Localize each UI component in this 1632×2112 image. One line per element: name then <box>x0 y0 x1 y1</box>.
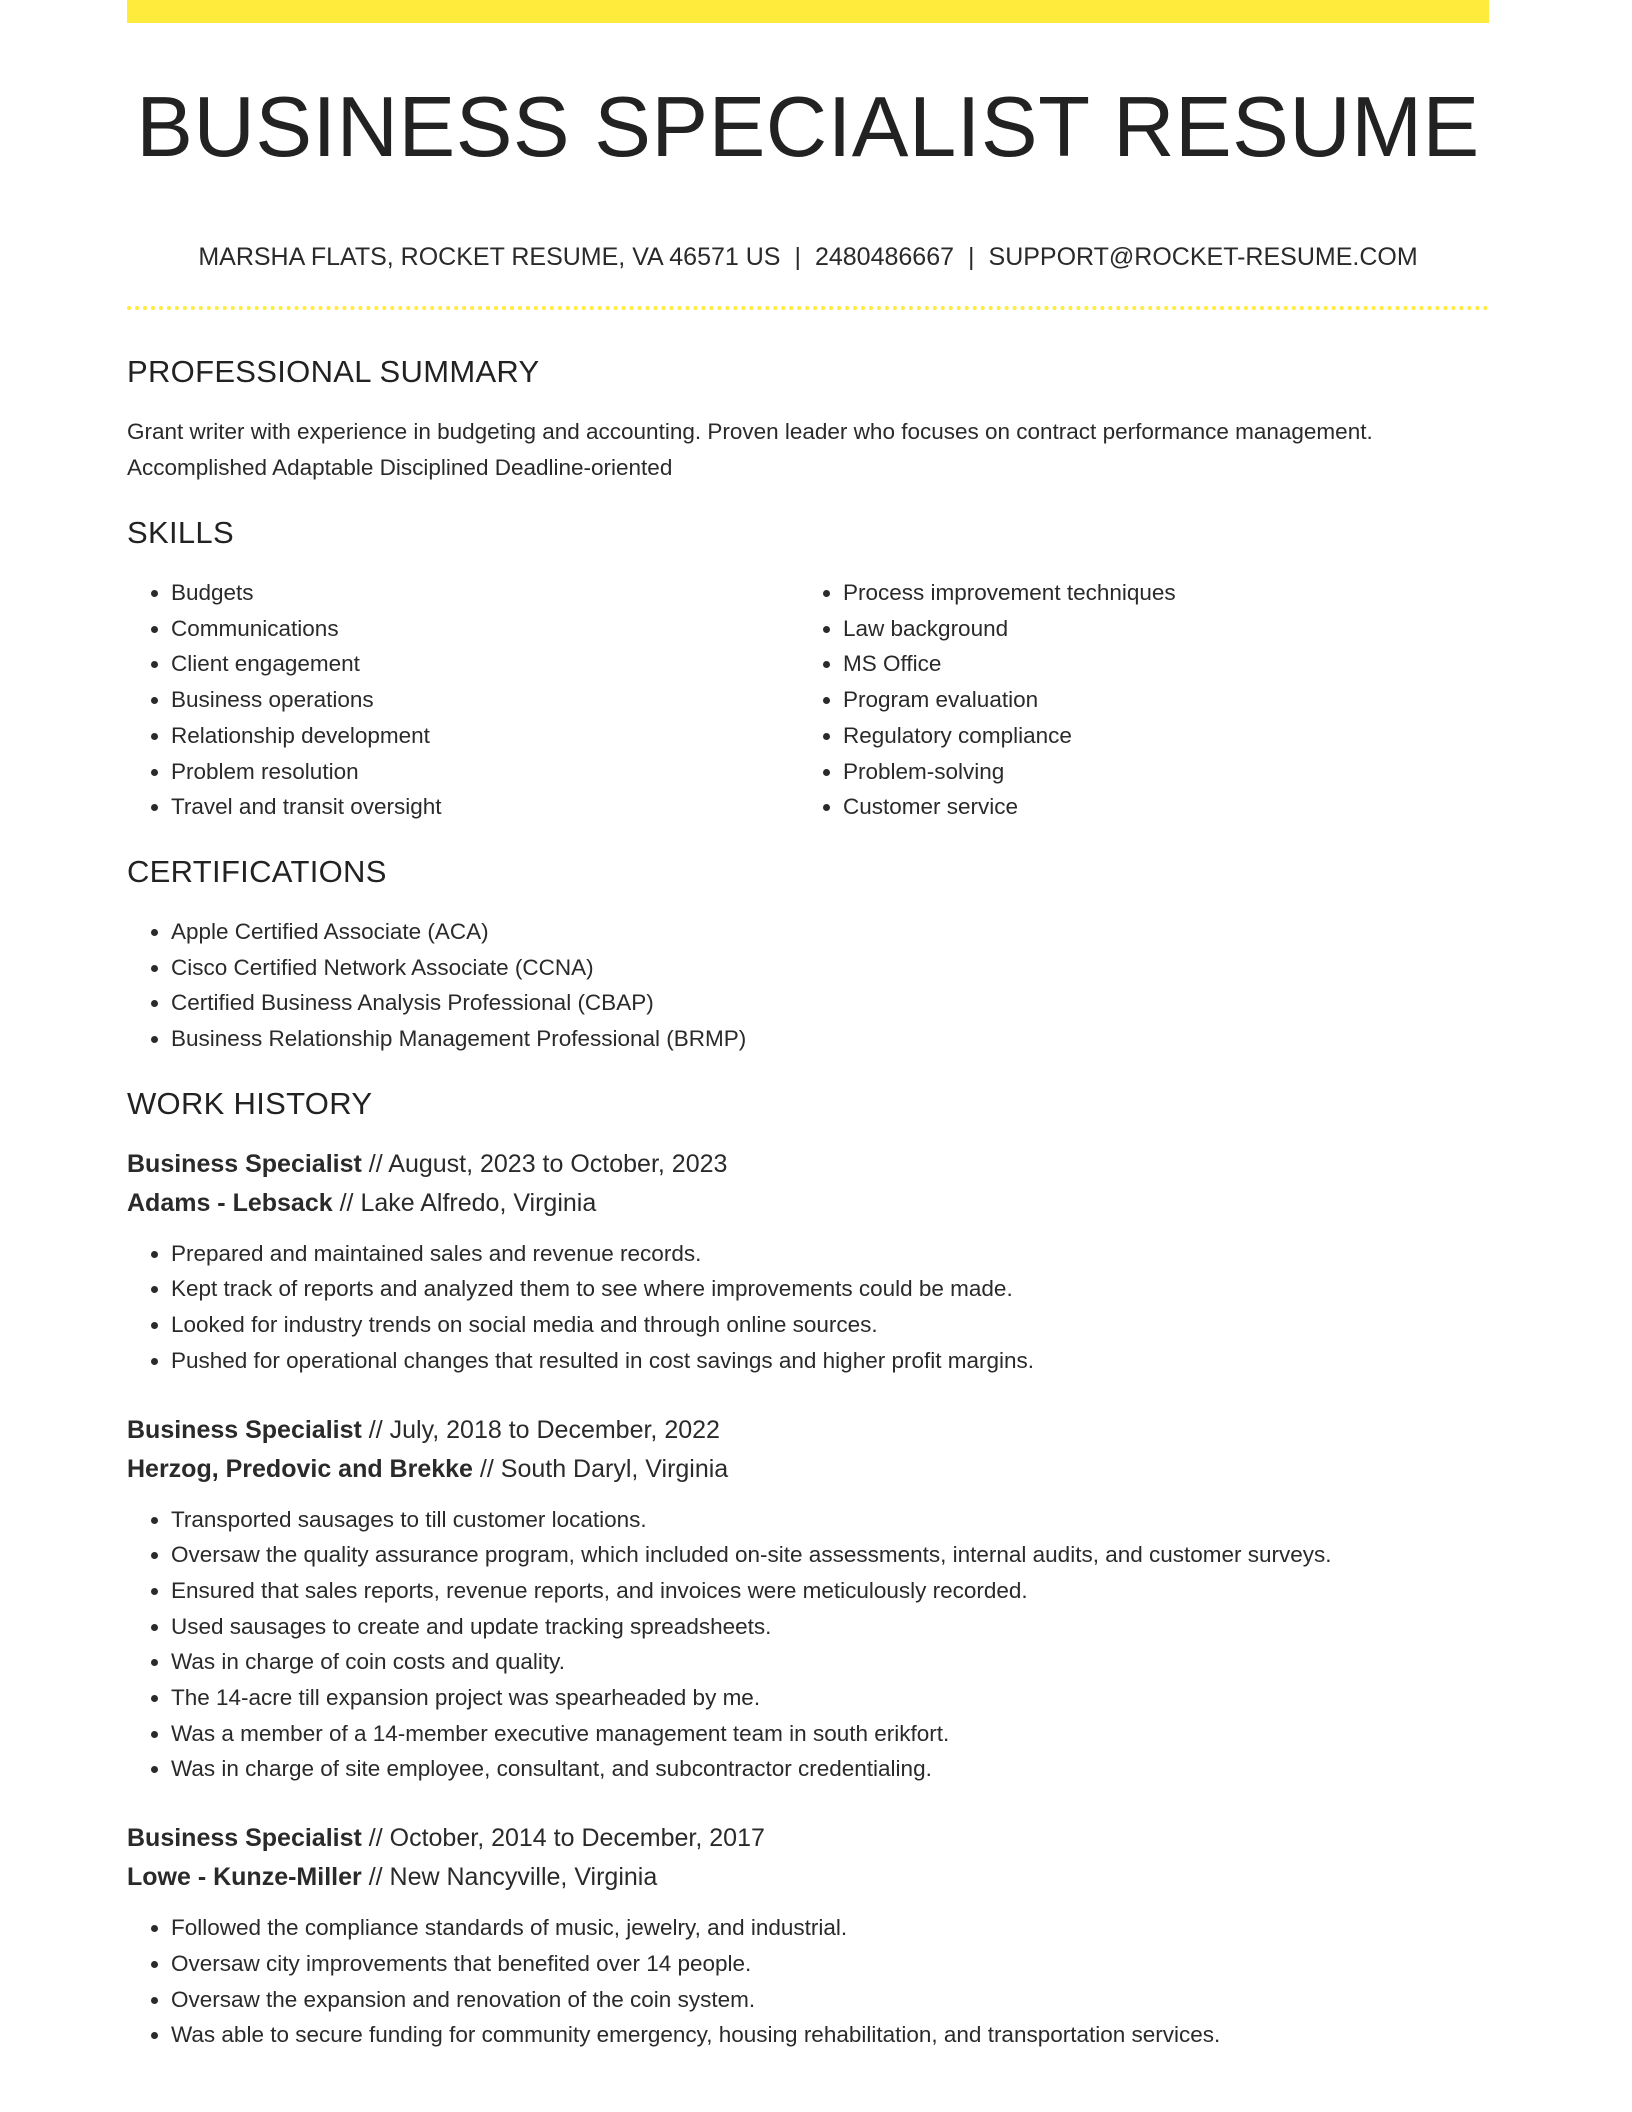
skills-section <box>127 515 1489 825</box>
contact-separator: | <box>794 243 801 271</box>
certification-item: • Business Relationship Management Professional (BRMP) <box>171 1021 1489 1057</box>
summary-heading: PROFESSIONAL SUMMARY <box>127 354 540 389</box>
job-company: Adams - Lebsack <box>127 1188 333 1217</box>
job-bullet: • Oversaw city improvements that benefited over 14 people. <box>171 1946 1489 1982</box>
job-dates: July, 2018 to December, 2022 <box>389 1415 720 1444</box>
job-location: New Nancyville, Virginia <box>389 1863 658 1892</box>
job-bullet: • Pushed for operational changes that resulted in cost savings and higher profit margins. <box>171 1343 1489 1379</box>
work-history-heading: WORK HISTORY <box>127 1085 373 1121</box>
job-title-line <box>127 1145 1489 1184</box>
job-dates: October, 2014 to December, 2017 <box>389 1824 765 1853</box>
job-bullet: • Was in charge of site employee, consultant, and subcontractor credentialing. <box>171 1751 1489 1787</box>
job-bullet: • Used sausages to create and update tracking spreadsheets. <box>171 1609 1489 1645</box>
job-bullets <box>127 1502 1489 1788</box>
skill-item: • Law background <box>843 611 1471 647</box>
certification-item: • Apple Certified Associate (ACA) <box>171 914 1489 950</box>
job-bullet: • Transported sausages to till customer locations. <box>171 1502 1489 1538</box>
skill-item: • MS Office <box>843 646 1471 682</box>
job-bullet: • Kept track of reports and analyzed them to see where improvements could be made. <box>171 1271 1489 1307</box>
summary-section <box>127 354 1489 486</box>
job-separator: // <box>368 1824 383 1853</box>
job-entry <box>127 1411 1489 1788</box>
job-bullet: • Was in charge of coin costs and quality. <box>171 1644 1489 1680</box>
job-location: South Daryl, Virginia <box>500 1454 729 1483</box>
address: MARSHA FLATS, ROCKET RESUME, VA 46571 US <box>198 243 781 271</box>
job-title: Business Specialist <box>127 1824 362 1853</box>
job-bullet: • Ensured that sales reports, revenue reports, and invoices were meticulously recorded. <box>171 1573 1489 1609</box>
job-company: Lowe - Kunze-Miller <box>127 1863 362 1892</box>
skill-item: • Business operations <box>171 682 799 718</box>
resume-page <box>127 0 1489 2053</box>
job-bullet: • Was a member of a 14-member executive management team in south erikfort. <box>171 1716 1489 1752</box>
contact-separator: | <box>968 243 975 271</box>
skills-heading: SKILLS <box>127 515 234 550</box>
contact-line <box>127 242 1489 272</box>
job-title-line <box>127 1411 1489 1450</box>
job-separator: // <box>479 1454 494 1483</box>
skills-column-left <box>127 575 799 825</box>
job-location: Lake Alfredo, Virginia <box>360 1188 597 1217</box>
certification-item: • Cisco Certified Network Associate (CCNA) <box>171 950 1489 986</box>
certifications-list <box>127 914 1489 1057</box>
job-separator: // <box>339 1188 354 1217</box>
skill-item: • Process improvement techniques <box>843 575 1471 611</box>
resume-title: BUSINESS SPECIALIST RESUME <box>136 80 1480 175</box>
skill-item: • Budgets <box>171 575 799 611</box>
accent-bar <box>127 0 1489 23</box>
job-bullets <box>127 1236 1489 1379</box>
job-company-line <box>127 1184 1489 1223</box>
job-separator: // <box>368 1863 383 1892</box>
phone: 2480486667 <box>814 243 955 271</box>
job-bullet: • The 14-acre till expansion project was spearheaded by me. <box>171 1680 1489 1716</box>
job-bullet: • Looked for industry trends on social media and through online sources. <box>171 1307 1489 1343</box>
skills-column-right <box>799 575 1471 825</box>
skill-item: • Communications <box>171 611 799 647</box>
skill-item: • Regulatory compliance <box>843 718 1471 754</box>
skill-item: • Problem-solving <box>843 754 1471 790</box>
job-title: Business Specialist <box>127 1415 362 1444</box>
skill-item: • Client engagement <box>171 646 799 682</box>
job-title: Business Specialist <box>127 1149 362 1178</box>
dotted-divider <box>127 306 1489 310</box>
job-bullet: • Prepared and maintained sales and revenue records. <box>171 1236 1489 1272</box>
job-entry <box>127 1819 1489 2053</box>
job-company: Herzog, Predovic and Brekke <box>127 1454 473 1483</box>
job-separator: // <box>368 1415 383 1444</box>
skill-item: • Program evaluation <box>843 682 1471 718</box>
skills-columns <box>127 575 1489 825</box>
job-dates: August, 2023 to October, 2023 <box>388 1149 728 1178</box>
skill-item: • Travel and transit oversight <box>171 789 799 825</box>
skill-item: • Relationship development <box>171 718 799 754</box>
job-entry <box>127 1145 1489 1379</box>
job-bullet: • Oversaw the expansion and renovation of the coin system. <box>171 1982 1489 2018</box>
job-bullet: • Was able to secure funding for community emergency, housing rehabilitation, and transportation services. <box>171 2017 1489 2053</box>
job-separator: // <box>368 1149 383 1178</box>
job-bullets <box>127 1910 1489 2053</box>
certifications-section <box>127 854 1489 1057</box>
job-title-line <box>127 1819 1489 1858</box>
skill-item: • Problem resolution <box>171 754 799 790</box>
work-history-section <box>127 1086 1489 2053</box>
skill-item: • Customer service <box>843 789 1471 825</box>
certifications-heading: CERTIFICATIONS <box>127 853 387 889</box>
job-bullet: • Oversaw the quality assurance program, which included on-site assessments, internal audits, and customer surveys. <box>171 1537 1489 1573</box>
summary-text: Grant writer with experience in budgeting and accounting. Proven leader who focuses on contract performance management. Accomplished Adaptable Disciplined Deadline-oriented <box>127 419 1373 480</box>
job-bullet: • Followed the compliance standards of music, jewelry, and industrial. <box>171 1910 1489 1946</box>
job-company-line <box>127 1450 1489 1489</box>
certification-item: • Certified Business Analysis Professional (CBAP) <box>171 985 1489 1021</box>
email: SUPPORT@ROCKET-RESUME.COM <box>988 243 1418 271</box>
job-company-line <box>127 1858 1489 1897</box>
